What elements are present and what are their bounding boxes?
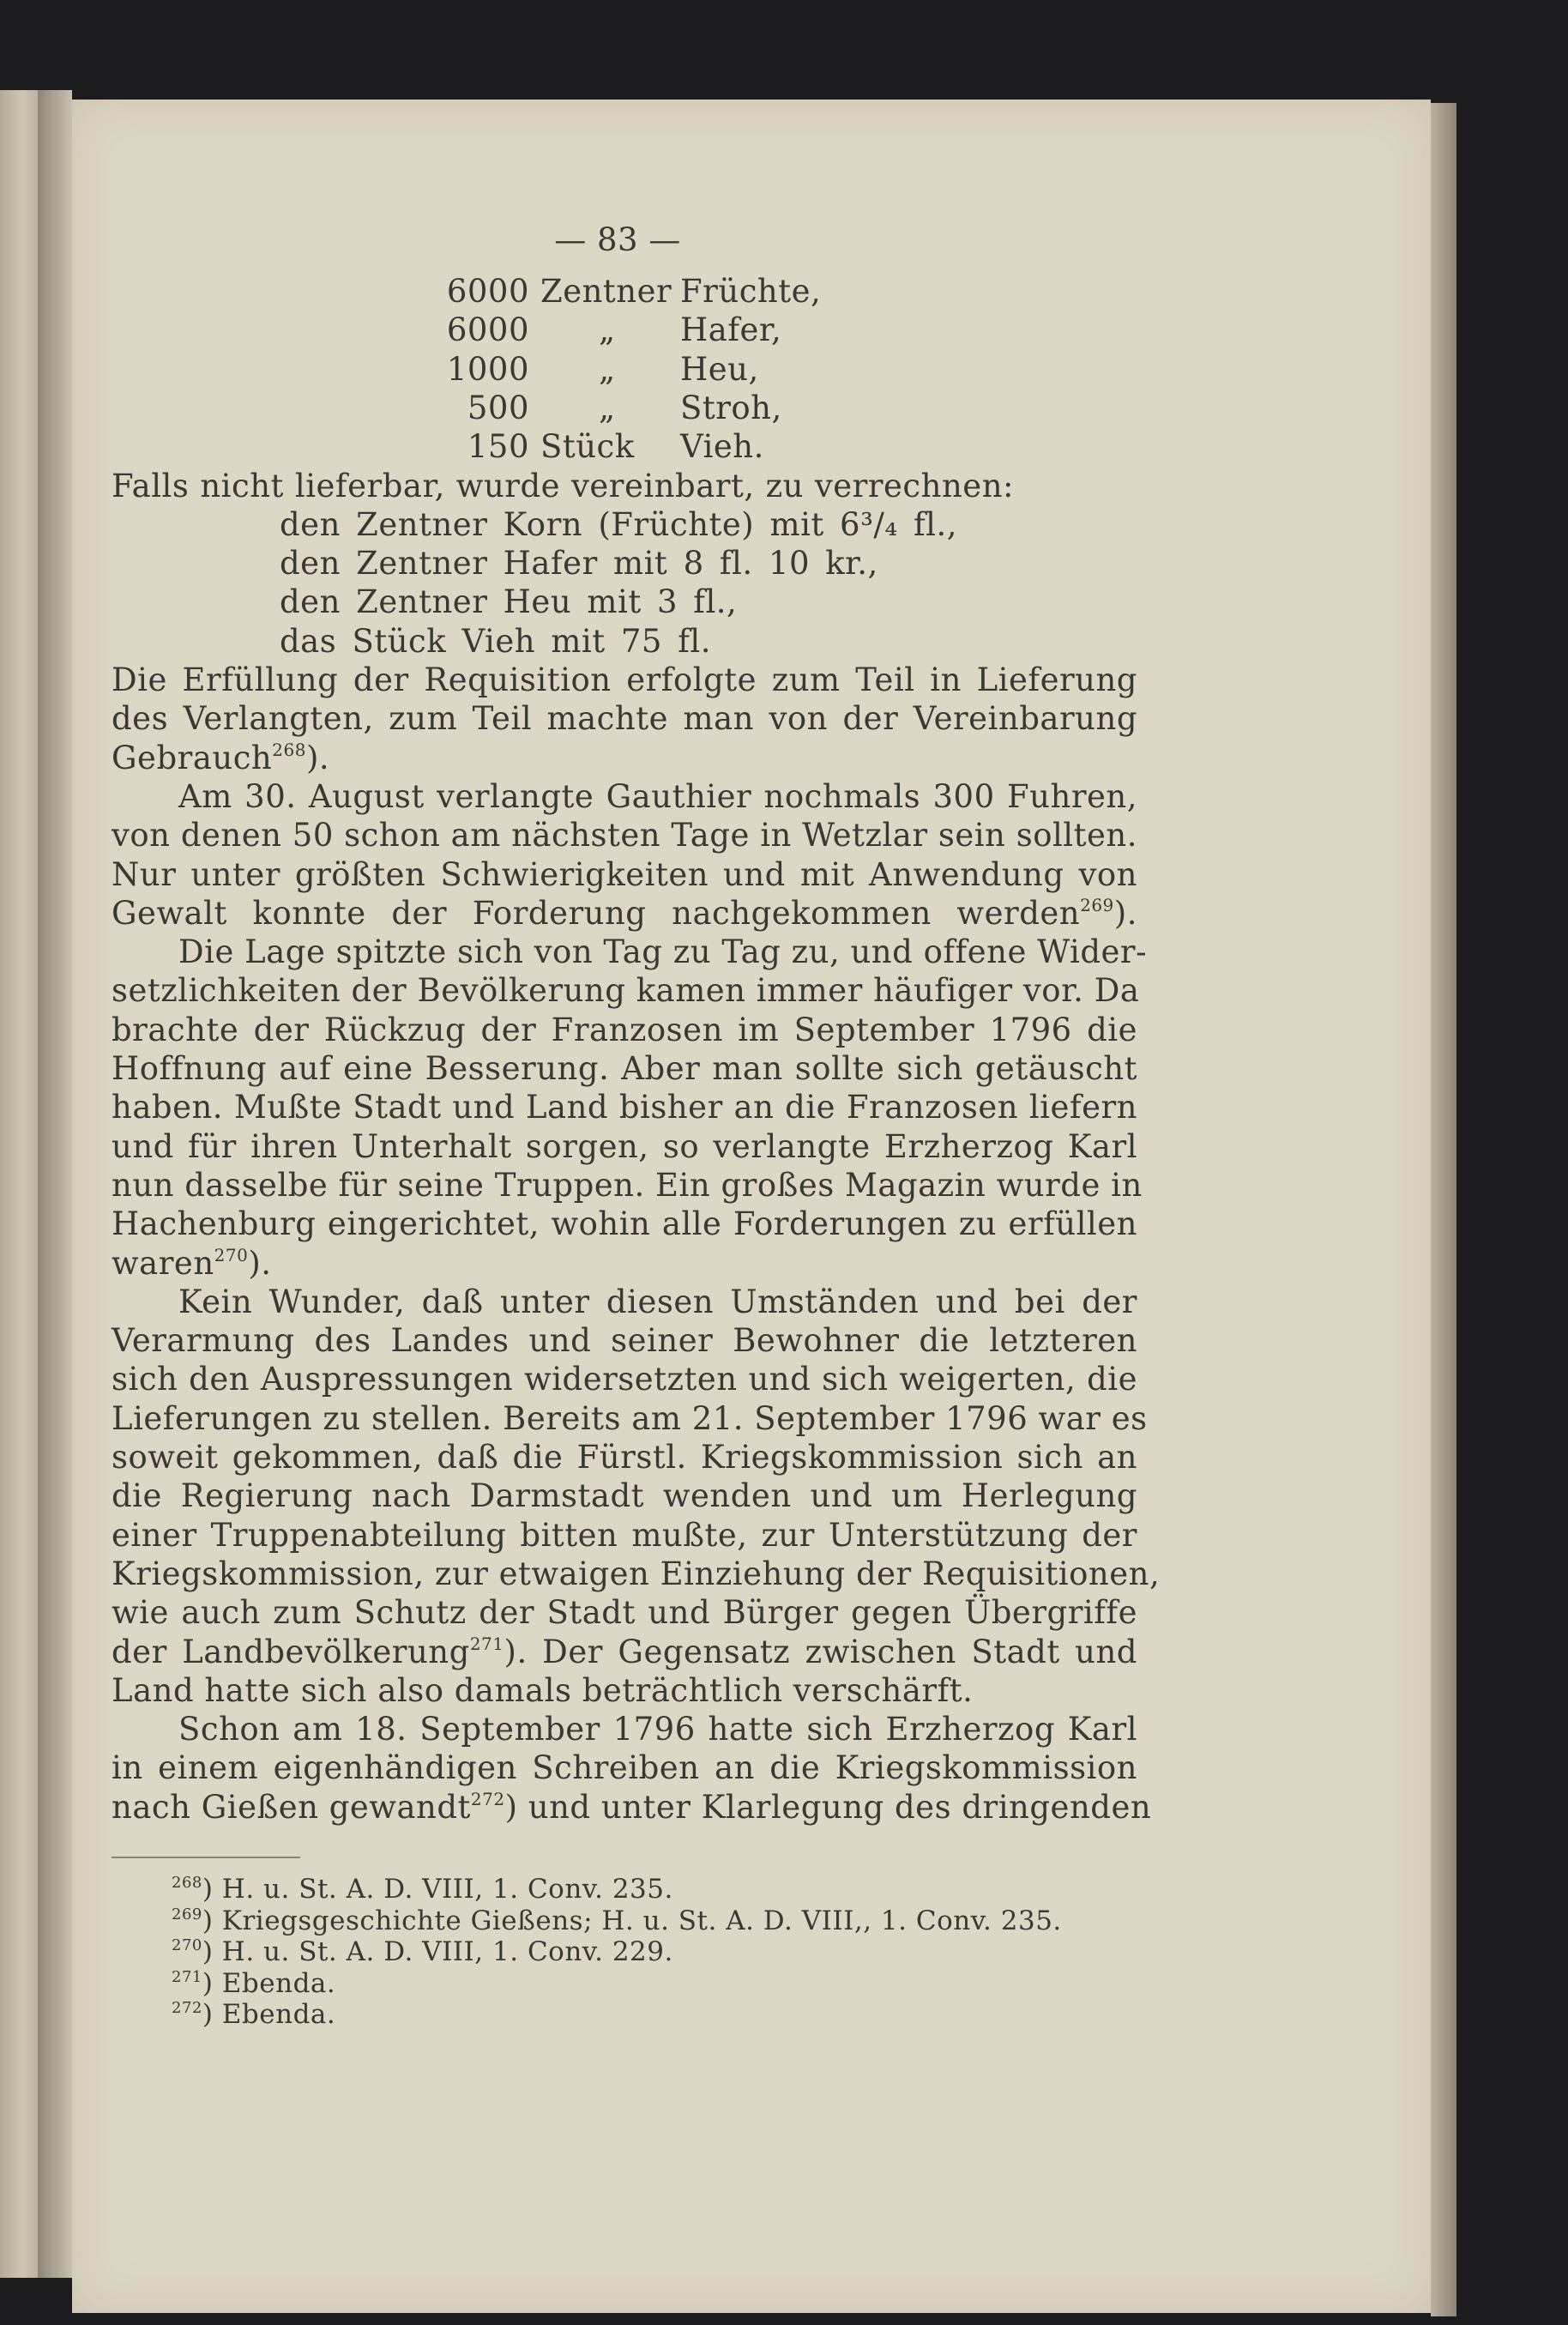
text-line-content: Verarmung des Landes und seiner Bewohner die letzteren	[112, 1322, 1137, 1360]
text-line-content: Gewalt konnte der Forderung nachgekommen werden	[112, 894, 1081, 932]
text-line	[112, 895, 1137, 932]
text-line	[112, 1749, 1137, 1786]
text-line	[112, 1128, 1137, 1165]
text-line-content: sich den Auspressungen widersetzten und sich weigerten, die	[112, 1361, 1137, 1398]
list-unit: „	[599, 311, 616, 349]
page-number: — 83 —	[554, 221, 681, 258]
list-item: Hafer,	[680, 311, 782, 349]
text-line-content: Hoffnung auf eine Besserung. Aber man sollte sich getäuscht	[112, 1050, 1137, 1087]
list-quantity: 500	[467, 389, 529, 426]
text-line-content: soweit gekommen, daß die Fürstl. Kriegskommission sich an	[112, 1439, 1137, 1476]
text-line-content: Die Erfüllung der Requisition erfolgte zum Teil in Lieferung	[112, 661, 1137, 698]
footnote-text: ) Ebenda.	[202, 1967, 336, 1999]
rate-line: den Zentner Korn (Früchte) mit 6³/₄ fl.,	[280, 505, 958, 543]
text-line-content: Hachenburg eingerichtet, wohin alle Forderungen zu erfüllen	[112, 1205, 1137, 1243]
text-line	[178, 1711, 1137, 1748]
list-item: Heu,	[680, 350, 759, 388]
footnote-text: ) H. u. St. A. D. VIII, 1. Conv. 235.	[202, 1874, 673, 1905]
text-line	[112, 856, 1137, 893]
footnote-ref: 270	[214, 1244, 249, 1265]
text-line-tail: ).	[305, 739, 330, 776]
list-unit: „	[599, 350, 616, 388]
footnote	[172, 1874, 673, 1905]
intro-text: Falls nicht lieferbar, wurde vereinbart, zu verrechnen:	[112, 467, 1014, 504]
footnote-text: ) Ebenda.	[202, 1999, 336, 2030]
text-line-content: setzlichkeiten der Bevölkerung kamen immer häufiger vor. Da	[112, 972, 1140, 1010]
list-quantity: 1000	[446, 350, 529, 388]
right-page-edges	[1431, 103, 1456, 2316]
text-line	[112, 1361, 1137, 1398]
text-line	[112, 661, 1137, 698]
footnote	[172, 1936, 673, 1967]
text-line	[112, 1399, 1148, 1437]
footnote-number: 268	[172, 1874, 202, 1892]
text-line-content: Kein Wunder, daß unter diesen Umständen und bei der	[178, 1283, 1137, 1320]
text-line	[112, 817, 1137, 854]
list-unit: „	[599, 389, 616, 426]
text-line	[112, 1672, 973, 1709]
text-line-content: in einem eigenhändigen Schreiben an die Kriegskommission	[112, 1749, 1137, 1787]
book-gutter	[38, 90, 72, 2278]
text-line	[112, 1089, 1137, 1126]
footnote-text: ) Kriegsgeschichte Gießens; H. u. St. A. D. VIII,, 1. Conv. 235.	[202, 1905, 1062, 1936]
rate-line: den Zentner Hafer mit 8 fl. 10 kr.,	[280, 545, 878, 583]
text-line-content: Land hatte sich also damals beträchtlich verschärft.	[112, 1671, 974, 1709]
text-line	[112, 1166, 1143, 1204]
footnote-ref: 272	[470, 1788, 505, 1809]
rate-line: das Stück Vieh mit 75 fl.	[280, 622, 712, 660]
text-line-content: Kriegskommission, zur etwaigen Einziehung der Requisitionen,	[112, 1555, 1161, 1592]
list-quantity: 150	[467, 428, 529, 466]
text-line	[112, 700, 1137, 737]
text-line-content: Lieferungen zu stellen. Bereits am 21. September 1796 war es	[112, 1399, 1148, 1437]
rate-line: den Zentner Heu mit 3 fl.,	[280, 583, 738, 621]
text-line	[178, 1283, 1137, 1320]
text-line	[112, 1517, 1137, 1554]
footnote-ref: 269	[1080, 894, 1114, 915]
footnote	[172, 1999, 335, 2030]
text-line-content: Die Lage spitzte sich von Tag zu Tag zu, und offene Wider-	[178, 933, 1148, 971]
text-line	[112, 740, 329, 776]
text-line-content: einer Truppenabteilung bitten mußte, zur Unterstützung der	[112, 1516, 1137, 1554]
text-line-tail: ) und unter Klarlegung des dringenden	[504, 1788, 1152, 1826]
text-line-content: nun dasselbe für seine Truppen. Ein großes Magazin wurde in	[112, 1166, 1143, 1204]
text-line	[112, 1205, 1137, 1242]
text-line	[112, 1477, 1137, 1514]
list-item: Früchte,	[680, 273, 822, 310]
text-line	[112, 1322, 1137, 1359]
footnote-number: 271	[172, 1967, 202, 1986]
text-line-content: wie auch zum Schutz der Stadt und Bürger gegen Übergriffe	[112, 1594, 1137, 1632]
text-line	[112, 1555, 1161, 1592]
text-line-content: haben. Mußte Stadt und Land bisher an die Franzosen liefern	[112, 1089, 1137, 1126]
text-line	[112, 1634, 1137, 1670]
text-line-content: brachte der Rückzug der Franzosen im September 1796 die	[112, 1011, 1137, 1048]
footnote	[172, 1905, 1062, 1936]
text-line-tail: ).	[1113, 894, 1137, 932]
footnote-ref: 271	[469, 1633, 504, 1654]
text-line-content: Am 30. August verlangte Gauthier nochmals 300 Fuhren,	[178, 777, 1137, 815]
footnote-text: ) H. u. St. A. D. VIII, 1. Conv. 229.	[202, 1936, 673, 1967]
left-page-edge	[0, 90, 38, 2278]
text-line	[112, 1439, 1137, 1476]
text-line	[112, 1245, 272, 1282]
text-line-content: des Verlangten, zum Teil machte man von der Vereinbarung	[112, 700, 1137, 738]
footnote-number: 272	[172, 1999, 202, 2017]
list-unit: Stück	[540, 428, 635, 466]
footnote-ref: 268	[272, 739, 306, 760]
text-line	[112, 1012, 1137, 1048]
text-line-tail: ). Der Gegensatz zwischen Stadt und	[504, 1633, 1137, 1670]
text-line-content: und für ihren Unterhalt sorgen, so verlangte Erzherzog Karl	[112, 1127, 1137, 1165]
list-quantity: 6000	[446, 273, 529, 310]
text-line	[178, 778, 1137, 815]
footnote-rule	[112, 1857, 300, 1858]
footnote-number: 270	[172, 1936, 202, 1954]
text-line	[178, 933, 1148, 971]
text-line-content: Nur unter größten Schwierigkeiten und mit Anwendung von	[112, 855, 1137, 893]
text-line	[112, 1594, 1137, 1631]
list-item: Vieh.	[680, 428, 764, 466]
list-unit: Zentner	[540, 273, 672, 310]
text-line-content: von denen 50 schon am nächsten Tage in Wetzlar sein sollten.	[112, 817, 1137, 855]
text-line-content: waren	[112, 1244, 214, 1282]
text-line	[112, 1050, 1137, 1087]
footnote	[172, 1968, 335, 1999]
footnote-number: 269	[172, 1905, 202, 1923]
text-line-content: die Regierung nach Darmstadt wenden und um Herlegung	[112, 1477, 1137, 1515]
text-line	[112, 972, 1140, 1010]
text-line-content: Schon am 18. September 1796 hatte sich Erzherzog Karl	[178, 1711, 1137, 1748]
text-line-tail: ).	[248, 1244, 272, 1282]
list-item: Stroh,	[680, 389, 782, 426]
text-line-content: nach Gießen gewandt	[112, 1788, 471, 1826]
text-line-content: der Landbevölkerung	[112, 1633, 470, 1670]
text-line-content: Gebrauch	[112, 739, 273, 776]
list-quantity: 6000	[446, 311, 529, 349]
text-line	[112, 1788, 1152, 1826]
